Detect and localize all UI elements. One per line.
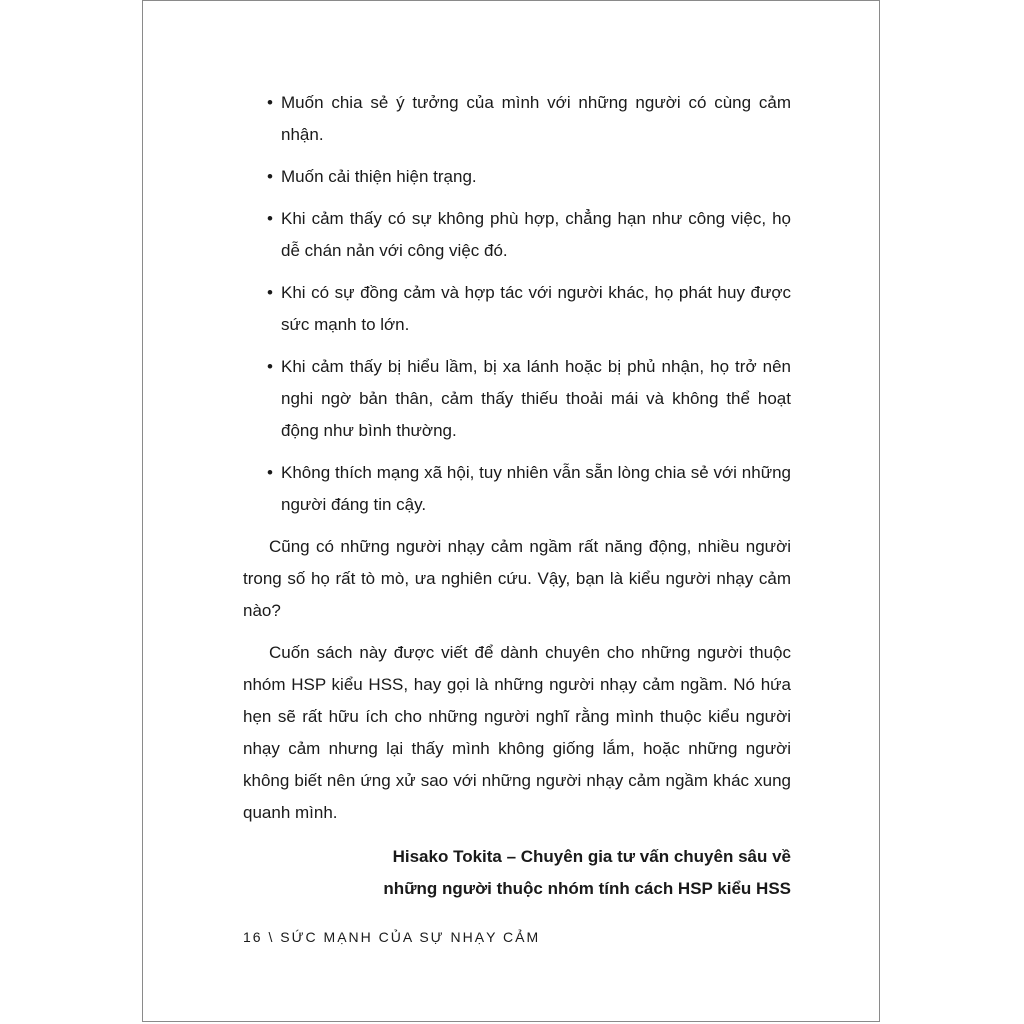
bullet-text: Muốn chia sẻ ý tưởng của mình với những người có cùng cảm nhận. xyxy=(281,93,791,144)
page-footer xyxy=(243,929,540,945)
bullet-text: Khi có sự đồng cảm và hợp tác với người khác, họ phát huy được sức mạnh to lớn. xyxy=(281,283,791,334)
body-paragraph: Cũng có những người nhạy cảm ngầm rất năng động, nhiều người trong số họ rất tò mò, ưa nghiên cứu. Vậy, bạn là kiểu người nhạy cảm nào? xyxy=(243,537,791,620)
bullet-item xyxy=(243,161,791,193)
book-page xyxy=(142,0,880,1022)
page-body xyxy=(243,87,791,905)
bullet-text: Khi cảm thấy bị hiểu lầm, bị xa lánh hoặc bị phủ nhận, họ trở nên nghi ngờ bản thân, cảm thấy thiếu thoải mái và không thể hoạt động như bình thường. xyxy=(281,357,791,440)
bullet-text: Không thích mạng xã hội, tuy nhiên vẫn sẵn lòng chia sẻ với những người đáng tin cậy. xyxy=(281,463,791,514)
body-paragraph: Cuốn sách này được viết để dành chuyên cho những người thuộc nhóm HSP kiểu HSS, hay gọi là những người nhạy cảm ngầm. Nó hứa hẹn sẽ rất hữu ích cho những người nghĩ rằng mình thuộc kiểu người nhạy cảm nhưng lại thấy mình không giống lắm, hoặc những người không biết nên ứng xử sao với những người nhạy cảm ngầm khác xung quanh mình. xyxy=(243,643,791,822)
bullet-dot: • xyxy=(267,209,273,228)
page-number: 16 xyxy=(243,929,263,945)
bullet-item xyxy=(243,87,791,151)
footer-separator: \ xyxy=(268,929,275,945)
author-signature xyxy=(243,841,791,905)
bullet-dot: • xyxy=(267,357,273,376)
bullet-dot: • xyxy=(267,93,273,112)
bullet-text: Khi cảm thấy có sự không phù hợp, chẳng hạn như công việc, họ dễ chán nản với công việc đó. xyxy=(281,209,791,260)
author-line: Hisako Tokita – Chuyên gia tư vấn chuyên sâu về xyxy=(392,847,791,866)
author-line: những người thuộc nhóm tính cách HSP kiểu HSS xyxy=(383,879,791,898)
bullet-dot: • xyxy=(267,283,273,302)
bullet-item xyxy=(243,351,791,447)
bullet-item xyxy=(243,277,791,341)
bullet-item xyxy=(243,203,791,267)
bullet-dot: • xyxy=(267,463,273,482)
running-title: SỨC MẠNH CỦA SỰ NHẠY CẢM xyxy=(280,929,541,945)
bullet-text: Muốn cải thiện hiện trạng. xyxy=(281,167,477,186)
bullet-dot: • xyxy=(267,167,273,186)
bullet-item xyxy=(243,457,791,521)
